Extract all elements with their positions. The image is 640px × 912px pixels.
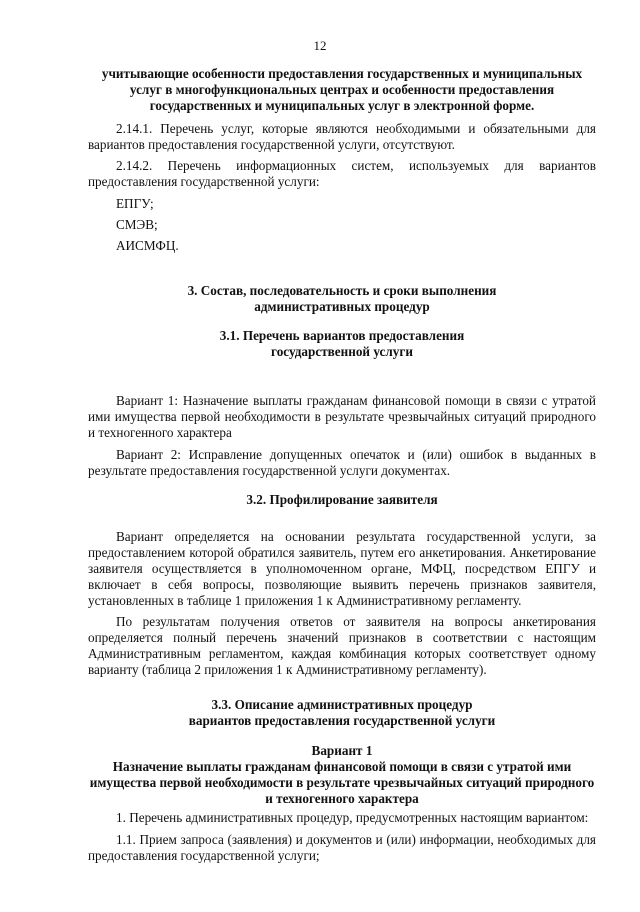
system-item: АИСМФЦ. [116,238,179,253]
profiling-paragraph-2: По результатам получения ответов от заявителя на вопросы анкетирования определяется полный перечень значений признаков в соответствии с настоящим Административным регламентом, каждая комбинация которых соответствует одному варианту (таблица 2 приложения 1 к Административному регламенту). [88,614,596,677]
system-item: СМЭВ; [116,217,158,232]
paragraph-2-14-1: 2.14.1. Перечень услуг, которые являются необходимыми и обязательными для вариантов предоставления государственной услуги, отсутствуют. [88,121,596,152]
section-3-1-title-line: государственной услуги [271,344,413,359]
heading-top-line: учитывающие особенности предоставления государственных и муниципальных [101,66,583,81]
variant-1-title-line: и техногенного характера [265,791,419,806]
section-3-title-line: административных процедур [254,299,430,314]
variant-1-heading: Вариант 1 [311,743,373,758]
system-item: ЕПГУ; [116,196,154,211]
heading-top [88,66,596,114]
section-3-3-title [88,697,596,729]
section-3-title-line: 3. Состав, последовательность и сроки выполнения [187,283,497,298]
section-3-2-title: 3.2. Профилирование заявителя [246,492,438,507]
section-3-title [88,283,596,315]
variant-1-title-line: Назначение выплаты гражданам финансовой помощи в связи с утратой ими [112,759,572,774]
paragraph-2-14-2: 2.14.2. Перечень информационных систем, используемых для вариантов предоставления государственной услуги: [88,158,596,189]
variant-2-paragraph: Вариант 2: Исправление допущенных опечаток и (или) ошибок в выданных в результате предоставления государственной услуги документах. [88,447,596,478]
heading-top-line: услуг в многофункциональных центрах и особенности предоставления [129,82,555,97]
section-3-1-title [88,328,596,360]
page-number: 12 [313,38,327,53]
item-1: 1. Перечень административных процедур, предусмотренных настоящим вариантом: [116,810,589,825]
section-3-3-title-line: 3.3. Описание административных процедур [211,697,473,712]
variant-1-title [88,759,596,807]
heading-top-line: государственных и муниципальных услуг в электронной форме. [149,98,535,113]
section-3-1-title-line: 3.1. Перечень вариантов предоставления [219,328,465,343]
variant-1-title-line: имущества первой необходимости в результате чрезвычайных ситуаций природного [89,775,595,790]
item-1-1: 1.1. Прием запроса (заявления) и документов и (или) информации, необходимых для предоставления государственной услуги; [88,832,596,863]
section-3-3-title-line: вариантов предоставления государственной услуги [188,713,496,728]
profiling-paragraph-1: Вариант определяется на основании результата государственной услуги, за предоставлением которой обратился заявитель, путем его анкетирования. Анкетирование заявителя осуществляется в уполномоченном органе, МФЦ, посредством ЕПГУ и включает в себя вопросы, позволяющие выявить перечень признаков заявителя, установленных в таблице 1 приложения 1 к Административному регламенту. [88,529,596,608]
variant-1-paragraph: Вариант 1: Назначение выплаты гражданам финансовой помощи в связи с утратой ими имущества первой необходимости в результате чрезвычайных ситуаций природного и техногенного характера [88,393,596,440]
